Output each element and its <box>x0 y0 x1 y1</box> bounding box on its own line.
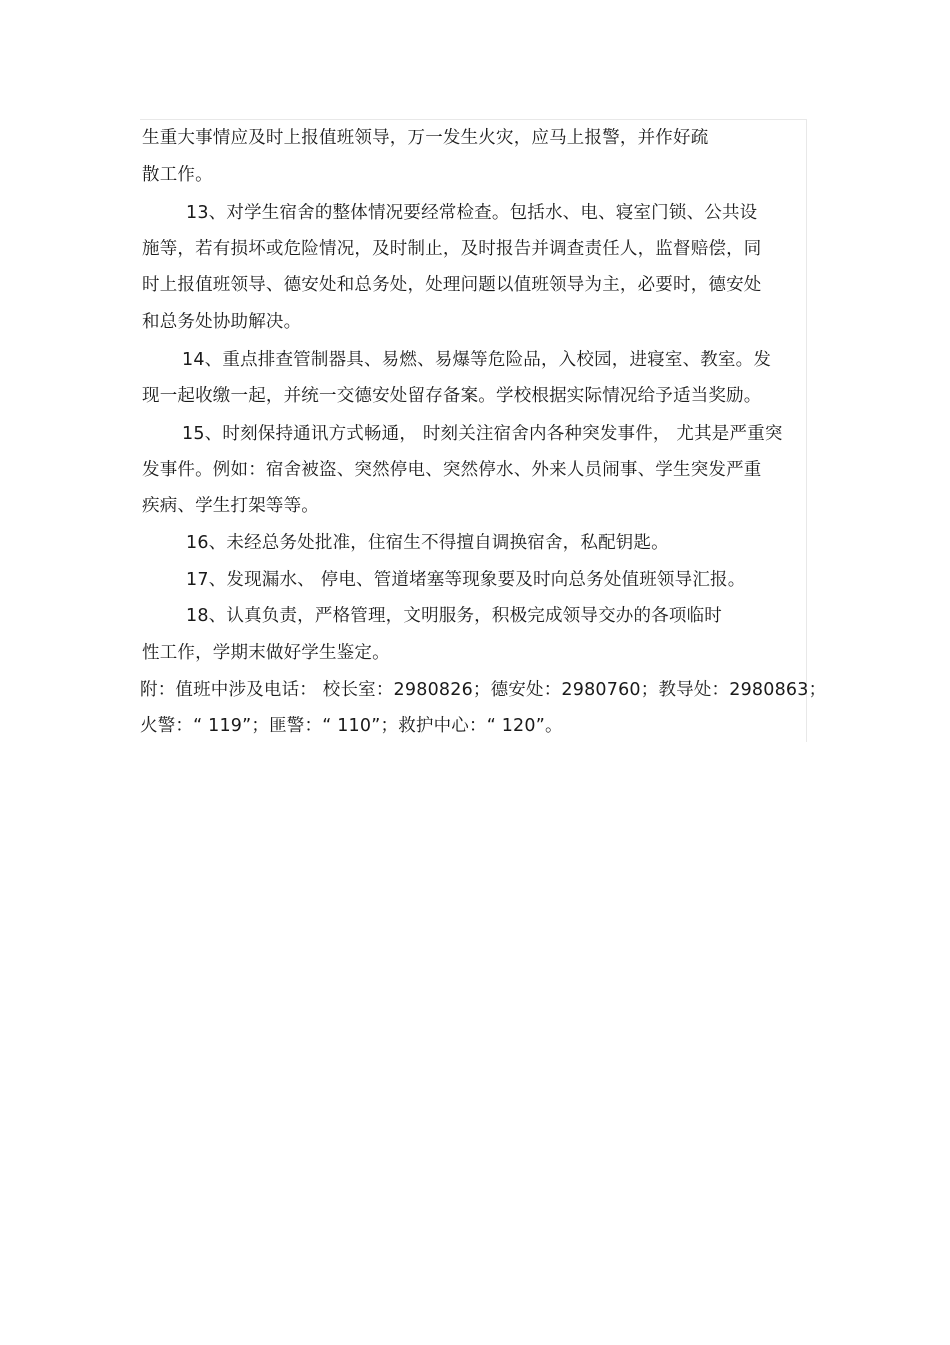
body-line: 性工作，学期末做好学生鉴定。 <box>142 643 390 663</box>
emergency-numbers-line: 火警：“ 119”；匪警：“ 110”；救护中心：“ 120”。 <box>140 716 563 736</box>
body-line: 散工作。 <box>142 165 213 185</box>
body-line: 现一起收缴一起，并统一交德安处留存备案。学校根据实际情况给予适当奖励。 <box>142 386 762 406</box>
phone-list-line: 附：值班中涉及电话： 校长室：2980826；德安处：2980760；教导处：2980863； <box>140 680 827 700</box>
item-18-line: 18、认真负责，严格管理，文明服务，积极完成领导交办的各项临时 <box>186 606 722 626</box>
item-14-line: 14、重点排查管制器具、易燃、易爆等危险品，入校园，进寝室、教室。发 <box>182 350 772 370</box>
body-line: 时上报值班领导、德安处和总务处，处理问题以值班领导为主，必要时，德安处 <box>142 275 762 295</box>
body-line: 施等，若有损坏或危险情况，及时制止，及时报告并调查责任人，监督赔偿，同 <box>142 239 762 259</box>
body-line: 生重大事情应及时上报值班领导，万一发生火灾，应马上报警，并作好疏 <box>142 128 709 148</box>
body-line: 疾病、学生打架等等。 <box>142 496 319 516</box>
item-16-line: 16、未经总务处批准，住宿生不得擅自调换宿舍，私配钥匙。 <box>186 533 669 553</box>
body-line: 和总务处协助解决。 <box>142 312 302 332</box>
body-line: 发事件。例如：宿舍被盗、突然停电、突然停水、外来人员闹事、学生突发严重 <box>142 460 762 480</box>
item-13-line: 13、对学生宿舍的整体情况要经常检查。包括水、电、寝室门锁、公共设 <box>186 203 758 223</box>
item-15-line: 15、时刻保持通讯方式畅通， 时刻关注宿舍内各种突发事件， 尤其是严重突 <box>182 424 783 444</box>
item-17-line: 17、发现漏水、 停电、管道堵塞等现象要及时向总务处值班领导汇报。 <box>186 570 746 590</box>
